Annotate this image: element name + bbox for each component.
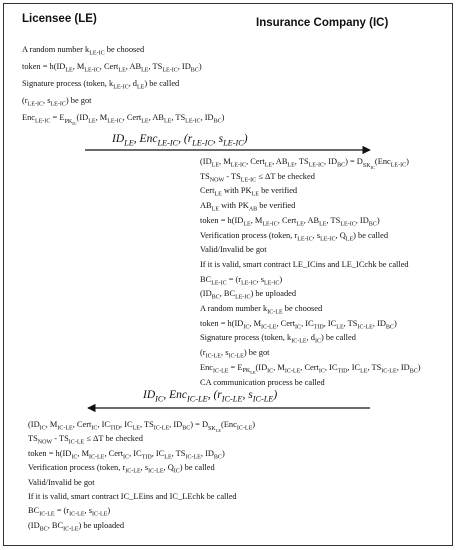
ic-step-14: ($r_{IC-LE}$, $s_{IC-LE}$) be got — [200, 348, 270, 360]
ic-step-7: Valid/Invalid be got — [200, 245, 267, 255]
ic-step-12: token = $h(ID_{IC}$, $M_{IC-LE}$, Cert$_{IC}$, $IC_{TID}$, $IC_{LE}$, $TS_{IC-LE}$, $ID_{BC}$) — [200, 318, 397, 331]
le-step-2: token = $h(ID_{LE}$, $M_{LE-IC}$, Cert$_{LE}$, $AB_{LE}$, $TS_{LE-IC}$, $ID_{BC}$) — [22, 62, 202, 74]
ic-step-5: token = $h(ID_{LE}$, $M_{LE-IC}$, Cert$_{LE}$, $AB_{LE}$, $TS_{LE-IC}$, $ID_{BC}$) — [200, 215, 380, 228]
le-final-step-1: ($ID_{IC}$, $M_{IC-LE}$, Cert$_{IC}$, $IC_{TID}$, $IC_{LE}$, $TS_{IC-LE}$, $ID_{BC}) = D_{SK_{LE}}(Enc_{IC-LE})$ — [28, 420, 256, 433]
ic-step-13: Signature process (token, $k_{IC-LE}$, $d_{IC}$) be called — [200, 333, 356, 346]
ic-step-9: $BC_{LE-IC} = (r_{LE-IC}$, $s_{LE-IC}$) — [200, 274, 283, 287]
le-final-step-8: ($ID_{BC}$, $BC_{IC-LE}$) be uploaded — [28, 520, 125, 533]
le-final-step-3: token = $h(ID_{IC}$, $M_{IC-LE}$, Cert$_{IC}$, $IC_{TID}$, $IC_{LE}$, $TS_{IC-LE}$, $ID_{BC}$) — [28, 448, 225, 461]
le-final-step-4: Verification process (token, $r_{IC-LE}$, $s_{IC-LE}$, $Q_{IC}$) be called — [28, 463, 215, 475]
ic-step-16: CA communication process be called — [200, 377, 325, 387]
le-final-step-6: If it is valid, smart contract IC_LEins and IC_LEchk be called — [28, 492, 237, 501]
le-final-step-2: $TS_{NOW} - TS_{IC-LE} \le \Delta T$ be checked — [28, 434, 143, 447]
insurance-company-header: Insurance Company (IC) — [256, 17, 389, 29]
ic-step-11: A random number $k_{IC-LE}$ be choosed — [200, 304, 323, 316]
ic-step-3: Cert$_{LE}$ with $PK_{LE}$ be verified — [200, 186, 298, 199]
message-ic-to-le: $ID_{IC}$, Enc$_{IC-LE}$, ($r_{IC-LE}$, $s_{IC-LE}$) — [143, 389, 278, 404]
ic-step-10: ($ID_{BC}$, $BC_{LE-IC}$) be uploaded — [200, 289, 297, 301]
ic-step-6: Verification process (token, $r_{LE-IC}$, $s_{LE-IC}$, $Q_{LE}$) be called — [200, 230, 389, 243]
ic-step-2: $TS_{NOW} - TS_{LE-IC} \le \Delta T$ be checked — [200, 171, 315, 184]
le-step-5: $Enc_{LE-IC} = E_{PK_{IC}}(ID_{LE}$, $M_{LE-IC}$, Cert$_{LE}$, $AB_{LE}$, $TS_{LE-IC}$, $ID_{BC}$) — [22, 113, 225, 126]
le-step-3: Signature process (token, $k_{LE-IC}$, $d_{LE}$) be called — [22, 79, 180, 91]
ic-step-15: $Enc_{IC-LE} = E_{PK_{LE}}(ID_{IC}$, $M_{IC-LE}$, Cert$_{IC}$, $IC_{TID}$, $IC_{LE}$, $TS_{IC-LE}$, $ID_{BC}$) — [200, 362, 421, 376]
licensee-header: Licensee (LE) — [22, 13, 97, 25]
ic-step-4: $AB_{LE}$ with $PK_{AB}$ be verified — [200, 201, 296, 213]
ic-step-1: ($ID_{LE}$, $M_{LE-IC}$, Cert$_{LE}$, $AB_{LE}$, $TS_{LE-IC}$, $ID_{BC}) = D_{SK_{IC}}(Enc_{LE-IC})$ — [200, 157, 409, 170]
le-step-1: A random number $k_{LE-IC}$ be choosed — [22, 45, 145, 57]
le-final-step-5: Valid/Invalid be got — [28, 477, 95, 487]
ic-step-8: If it is valid, smart contract LE_ICins and LE_ICchk be called — [200, 259, 409, 269]
le-step-4: ($r_{LE-IC}$, $s_{LE-IC}$) be got — [22, 96, 92, 108]
le-final-step-7: $BC_{IC-LE} = (r_{IC-LE}$, $s_{IC-LE}$) — [28, 506, 111, 519]
message-le-to-ic: $ID_{LE}$, Enc$_{LE-IC}$, ($r_{LE-IC}$, $s_{LE-IC}$) — [112, 133, 248, 148]
